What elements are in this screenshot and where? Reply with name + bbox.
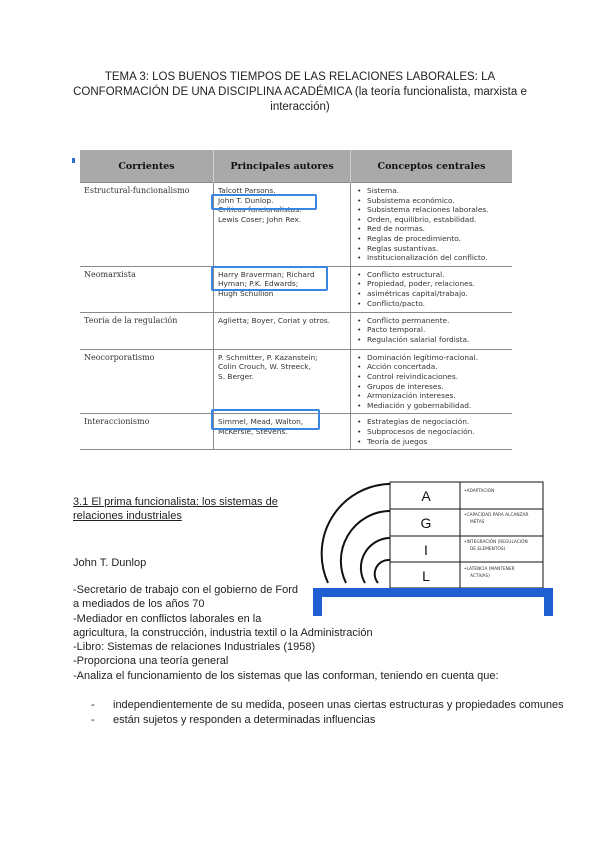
header-corrientes: Corrientes xyxy=(80,150,214,183)
list-item: - independientemente de su medida, poseen unas ciertas estructuras y propiedades comunes xyxy=(73,698,583,712)
agil-letter-a: A xyxy=(421,488,431,504)
row-conceptos: • Sistema. • Subsistema económico. • Subsistema relaciones laborales. • Orden, equilibrio, estabilidad. • Red de normas. • Reglas de procedimiento. • Reglas sustantivas. • Institucionalización del conflicto. xyxy=(351,183,513,267)
row-autores: P. Schmitter, P. Kazanstein; Colin Crouch, W. Streeck, S. Berger. xyxy=(214,349,351,414)
blue-marker xyxy=(72,158,75,163)
row-corriente: Teoría de la regulación xyxy=(80,312,214,349)
bullet-list xyxy=(73,698,583,729)
row-conceptos: • Conflicto permanente. • Pacto temporal. • Regulación salarial fordista. xyxy=(351,312,513,349)
agil-arc-inner xyxy=(375,560,388,583)
title-line-1: TEMA 3: LOS BUENOS TIEMPOS DE LAS RELACIONES LABORALES: LA xyxy=(104,71,496,83)
detail-line: -Libro: Sistemas de relaciones Industriales (1958) xyxy=(73,641,316,654)
agil-base-bar xyxy=(313,588,553,597)
agil-label-i1: •INTEGRACIÓN (REGULACIÓN xyxy=(464,540,528,545)
author-name: John T. Dunlop xyxy=(73,557,147,569)
detail-line: -Mediador en conflictos laborales en la xyxy=(73,612,262,625)
row-conceptos: • Conflicto estructural. • Propiedad, poder, relaciones. • asimétricas capital/trabajo. • Conflicto/pacto. xyxy=(351,266,513,312)
row-autores: Simmel, Mead, Walton, McKersie, Stevens. xyxy=(214,414,351,450)
agil-label-a: •ADAPTACIÓN xyxy=(464,489,495,494)
row-corriente: Neomarxista xyxy=(80,266,214,312)
row-conceptos: • Dominación legítimo-racional. • Acción concertada. • Control reivindicaciones. • Grupos de intereses. • Armonización intereses. • Mediación y gobernabilidad. xyxy=(351,349,513,414)
agil-arc-2 xyxy=(341,511,388,583)
agil-letter-g: G xyxy=(420,515,432,531)
row-autores: Talcott Parsons. John T. Dunlop. Críticos funcionalistas: Lewis Coser; John Rex. xyxy=(214,183,351,267)
detail-line: -Proporciona una teoría general xyxy=(73,655,229,668)
highlight-braverman xyxy=(211,266,328,291)
highlight-dunlop xyxy=(211,194,317,210)
agil-arc-outer xyxy=(322,484,388,583)
row-conceptos: • Estrategias de negociación. • Subprocesos de negociación. • Teoría de juegos xyxy=(351,414,513,450)
table-row xyxy=(80,312,512,349)
detail-line: agricultura, la construcción, industria textil o la Administración xyxy=(73,626,373,639)
agil-letter-i: I xyxy=(424,542,428,558)
agil-label-l2: ACTIVAS) xyxy=(470,574,490,579)
agil-label-l1: •LATENCIA (MANTENER xyxy=(464,567,515,572)
section-heading: 3.1 El prima funcionalista: los sistemas de relaciones industriales xyxy=(73,496,278,522)
agil-base-right xyxy=(544,588,553,616)
agil-box-l xyxy=(390,562,543,588)
agil-diagram xyxy=(310,478,560,623)
table-row xyxy=(80,349,512,414)
detail-line: a mediados de los años 70 xyxy=(73,598,205,611)
agil-box-a xyxy=(390,482,543,509)
title-line-3: interacción) xyxy=(270,101,330,113)
row-corriente: Neocorporatismo xyxy=(80,349,214,414)
agil-label-i2: DE ELEMENTOS) xyxy=(470,547,506,552)
detail-line: -Analiza el funcionamiento de los sistemas que las conforman, teniendo en cuenta que: xyxy=(73,669,499,682)
list-item: - están sujetos y responden a determinadas influencias xyxy=(73,713,583,727)
agil-label-g2: METAS xyxy=(470,520,485,525)
header-autores: Principales autores xyxy=(214,150,351,183)
highlight-simmel xyxy=(211,409,320,430)
agil-label-g1: •CAPACIDAD PARA ALCANZAR xyxy=(464,513,529,518)
row-autores: Harry Braverman; Richard Hyman; P.K. Edwards; Hugh Schullion xyxy=(214,266,351,312)
agil-letter-l: L xyxy=(422,568,430,584)
table-header-row xyxy=(80,150,512,183)
title-line-2: CONFORMACIÓN DE UNA DISCIPLINA ACADÉMICA (la teoría funcionalista, marxista e xyxy=(73,86,527,98)
detail-line: -Secretario de trabajo con el gobierno de Ford xyxy=(73,584,299,596)
document-title xyxy=(70,70,530,115)
row-corriente: Estructural-funcionalismo xyxy=(80,183,214,267)
row-corriente: Interaccionismo xyxy=(80,414,214,450)
header-conceptos: Conceptos centrales xyxy=(351,150,513,183)
row-autores: Aglietta; Boyer, Coriat y otros. xyxy=(214,312,351,349)
